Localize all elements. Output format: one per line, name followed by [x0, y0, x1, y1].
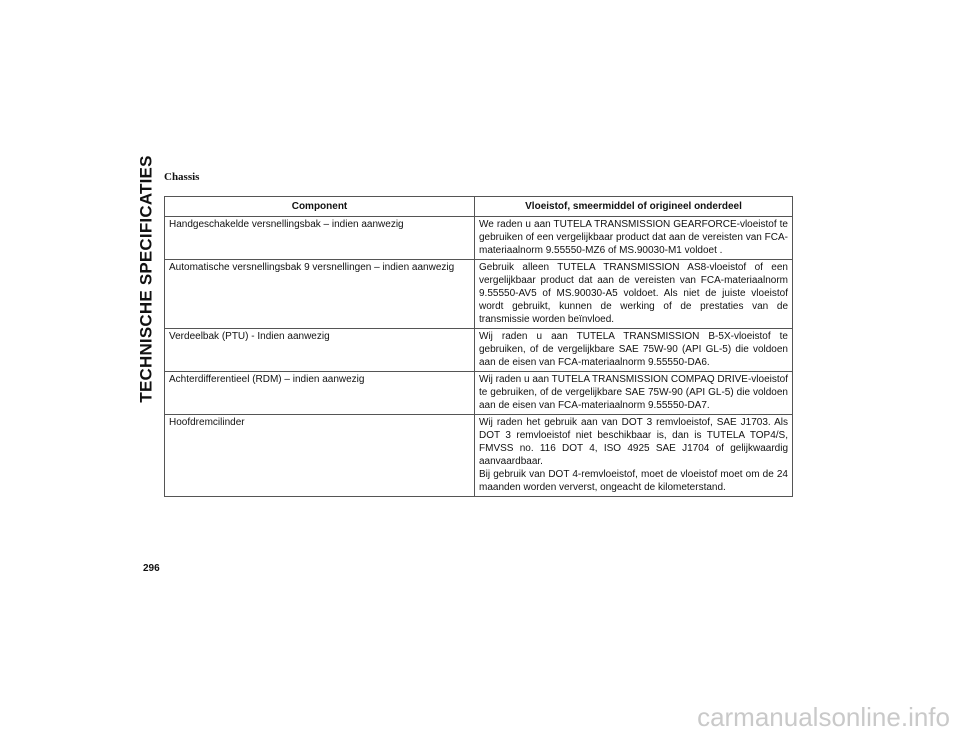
section-side-tab — [136, 155, 158, 403]
side-tab-label: TECHNISCHE SPECIFICATIES — [137, 155, 157, 403]
cell-component: Verdeelbak (PTU) - Indien aanwezig — [165, 329, 475, 372]
cell-fluid: Wij raden het gebruik aan van DOT 3 remvloeistof, SAE J1703. Als DOT 3 remvloeistof niet beschikbaar is, dan is TUTELA TOP4/S, FMVSS no. 116 DOT 4, ISO 4925 SAE J1704 of gelijkwaardig aanvaardbaar. Bij gebruik van DOT 4-remvloeistof, moet de vloeistof moet om de 24 maanden worden ververst, ongeacht de kilometerstand. — [475, 415, 793, 497]
section-title: Chassis — [164, 171, 200, 183]
table-row — [165, 372, 793, 415]
watermark: carmanualsonline.info — [697, 702, 950, 732]
table-row — [165, 260, 793, 329]
cell-component: Automatische versnellingsbak 9 versnellingen – indien aanwezig — [165, 260, 475, 329]
cell-component: Achterdifferentieel (RDM) – indien aanwezig — [165, 372, 475, 415]
cell-fluid: Wij raden u aan TUTELA TRANSMISSION B-5X-vloeistof te gebruiken, of de vergelijkbare SAE 75W-90 (API GL-5) die voldoen aan de eisen van FCA-materiaalnorm 9.55550-DA6. — [475, 329, 793, 372]
cell-component: Handgeschakelde versnellingsbak – indien aanwezig — [165, 217, 475, 260]
cell-fluid: We raden u aan TUTELA TRANSMISSION GEARFORCE-vloeistof te gebruiken of een vergelijkbaar product dat aan de vereisten van FCA-materiaalnorm 9.55550-MZ6 of MS.90030-M1 voldoet . — [475, 217, 793, 260]
table-header-row — [165, 197, 793, 217]
table-row — [165, 329, 793, 372]
specifications-table — [164, 196, 793, 497]
table-row — [165, 217, 793, 260]
cell-fluid: Gebruik alleen TUTELA TRANSMISSION AS8-vloeistof of een vergelijkbaar product dat aan de vereisten van FCA-materiaalnorm 9.55550-AV5 of MS.90030-A5 voldoet. Als niet de juiste vloeistof wordt gebruikt, kunnen de werking of de prestaties van de transmissie worden beïnvloed. — [475, 260, 793, 329]
table-row — [165, 415, 793, 497]
cell-fluid: Wij raden u aan TUTELA TRANSMISSION COMPAQ DRIVE-vloeistof te gebruiken, of de vergelijkbare SAE 75W-90 (API GL-5) die voldoen aan de eisen van FCA-materiaalnorm 9.55550-DA7. — [475, 372, 793, 415]
header-fluid: Vloeistof, smeermiddel of origineel onderdeel — [475, 197, 793, 217]
header-component: Component — [165, 197, 475, 217]
cell-component: Hoofdremcilinder — [165, 415, 475, 497]
page-number: 296 — [143, 563, 160, 574]
